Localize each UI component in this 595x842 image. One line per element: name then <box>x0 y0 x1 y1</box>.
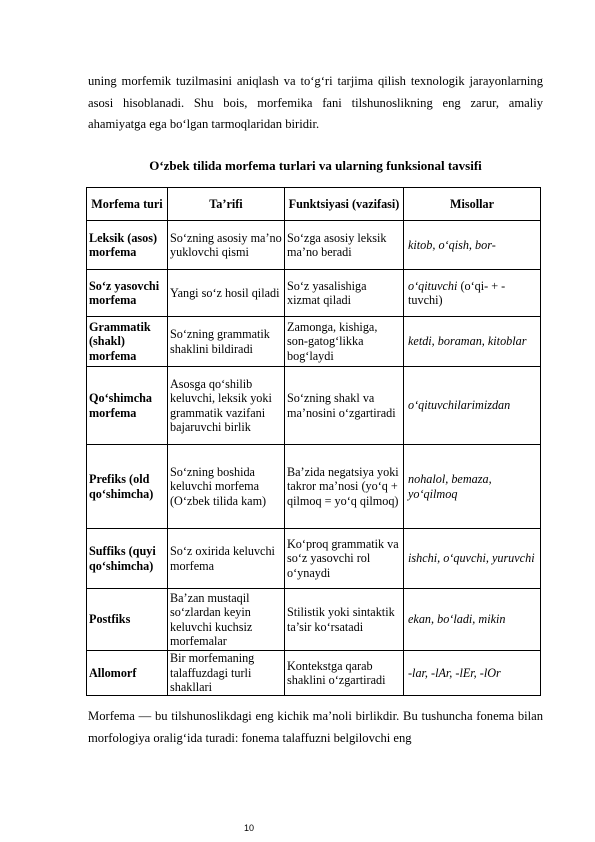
cell-function: Ko‘proq grammatik va so‘z yasovchi rol o‘ynaydi <box>285 529 404 589</box>
cell-term: Grammatik (shakl) morfema <box>87 317 168 367</box>
table-caption: O‘zbek tilida morfema turlari va ularning funksional tavsifi <box>149 158 482 173</box>
examples-text: ekan, bo‘ladi, mikin <box>408 612 506 627</box>
cell-definition: Ba’zan mustaqil so‘zlardan keyin keluvchi kuchsiz morfemalar <box>168 589 285 651</box>
body-paragraph-bottom: Morfema — bu tilshunoslikdagi eng kichik ma’noli birlikdir. Bu tushuncha fonema bilan morfologiya oralig‘ida turadi: fonema talaffuzni belgilovchi eng <box>88 709 543 745</box>
cell-function: Kontekstga qarab shaklini o‘zgartiradi <box>285 651 404 696</box>
cell-term: Allomorf <box>87 651 168 696</box>
examples-note: (o‘qi- + -tuvchi) <box>408 278 506 307</box>
cell-definition: Bir morfemaning talaffuzdagi turli shakllari <box>168 651 285 696</box>
cell-function: So‘zga asosiy leksik ma’no beradi <box>285 221 404 270</box>
examples-text: ishchi, o‘quvchi, yuruvchi <box>408 551 535 566</box>
header-examples: Misollar <box>404 188 541 221</box>
cell-definition: So‘zning boshida keluvchi morfema (O‘zbek tilida kam) <box>168 445 285 529</box>
cell-function: Ba’zida negatsiya yoki takror ma’nosi (yo‘q + qilmoq = yo‘q qilmoq) <box>285 445 404 529</box>
header-morpheme-type: Morfema turi <box>87 188 168 221</box>
table-row <box>87 529 541 589</box>
cell-examples <box>404 221 541 270</box>
cell-examples <box>404 445 541 529</box>
body-paragraph-top: uning morfemik tuzilmasini aniqlash va to‘g‘ri tarjima qilish texnologik jarayonlarning asosi hisoblanadi. Shu bois, morfemika fani tilshunoslikning eng zarur, amaliy ahamiyatga ega bo‘lgan tarmoqlaridan biridir. <box>88 74 543 131</box>
cell-examples <box>404 270 541 317</box>
examples-text: o‘qituvchi <box>408 278 458 293</box>
page-number: 10 <box>244 823 255 833</box>
cell-function: So‘z yasalishiga xizmat qiladi <box>285 270 404 317</box>
examples-text: nohalol, bemaza, yo‘qilmoq <box>408 472 492 501</box>
morpheme-types-table <box>86 187 541 696</box>
cell-definition: So‘zning asosiy ma’no yuklovchi qismi <box>168 221 285 270</box>
header-definition: Ta’rifi <box>168 188 285 221</box>
table-row <box>87 651 541 696</box>
cell-function: Stilistik yoki sintaktik ta’sir ko‘rsatadi <box>285 589 404 651</box>
cell-term: Postfiks <box>87 589 168 651</box>
cell-term: Suffiks (quyi qo‘shimcha) <box>87 529 168 589</box>
table-row <box>87 270 541 317</box>
table-header-row <box>87 188 541 221</box>
examples-text: o‘qituvchilarimizdan <box>408 398 511 413</box>
cell-term: Qo‘shimcha morfema <box>87 367 168 445</box>
header-function: Funktsiyasi (vazifasi) <box>285 188 404 221</box>
cell-function: So‘zning shakl va ma’nosini o‘zgartiradi <box>285 367 404 445</box>
cell-examples <box>404 529 541 589</box>
cell-definition: So‘zning grammatik shaklini bildiradi <box>168 317 285 367</box>
cell-definition: Asosga qo‘shilib keluvchi, leksik yoki grammatik vazifani bajaruvchi birlik <box>168 367 285 445</box>
examples-text: ketdi, boraman, kitoblar <box>408 334 527 349</box>
examples-text: kitob, o‘qish, bor- <box>408 237 496 252</box>
cell-examples <box>404 651 541 696</box>
cell-function: Zamonga, kishiga, son-gatog‘likka bog‘laydi <box>285 317 404 367</box>
table-row <box>87 367 541 445</box>
cell-term: Prefiks (old qo‘shimcha) <box>87 445 168 529</box>
cell-examples <box>404 589 541 651</box>
cell-definition: So‘z oxirida keluvchi morfema <box>168 529 285 589</box>
cell-term: Leksik (asos) morfema <box>87 221 168 270</box>
cell-examples <box>404 317 541 367</box>
table-row <box>87 221 541 270</box>
examples-text: -lar, -lAr, -lEr, -lOr <box>408 665 501 680</box>
table-row <box>87 589 541 651</box>
table-row <box>87 317 541 367</box>
table-row <box>87 445 541 529</box>
cell-term: So‘z yasovchi morfema <box>87 270 168 317</box>
cell-definition: Yangi so‘z hosil qiladi <box>168 270 285 317</box>
cell-examples <box>404 367 541 445</box>
